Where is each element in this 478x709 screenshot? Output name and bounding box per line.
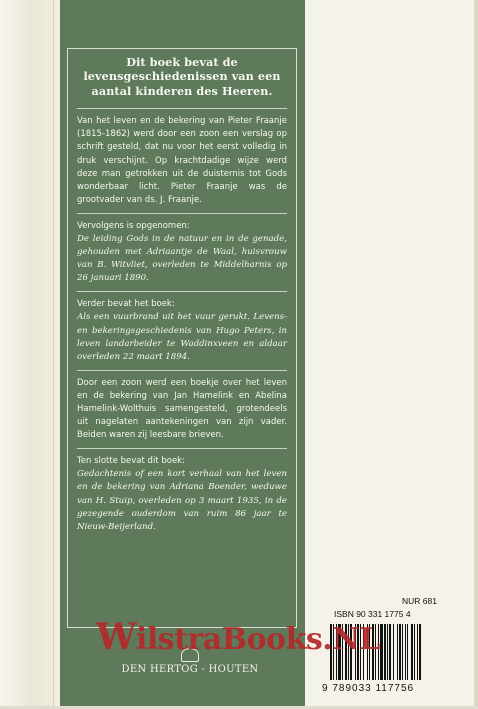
section-text: Als een vuurbrand uit het vuur gerukt. Levens- en bekeringsgeschiedenis van Hugo Peters, in leven landarbeider te Waddinxveen en aldaar overleden 22 maart 1894. bbox=[77, 312, 287, 362]
isbn-number: ISBN 90 331 1775 4 bbox=[334, 609, 411, 619]
section-text: Gedachtenis of een kort verhaal van het leven en de bekering van Adriana Boender, weduwe van H. Stuip, overleden op 3 maart 1935, in de gezegende ouderdom van ruim 86 jaar te Nieuw-Beijerland. bbox=[77, 469, 287, 532]
divider bbox=[77, 108, 287, 109]
paragraph-hamelink: Door een zoon werd een boekje over het leven en de bekering van Jan Hamelink en Abelina Hamelink-Wolthuis samengesteld, grotendeels uit nagelaten aantekeningen van zijn vader. Beiden waren zij leesbare brieven. bbox=[77, 377, 287, 441]
intro-heading: Dit boek bevat de levensgeschiedenissen van een aantal kinderen des Heeren. bbox=[83, 55, 281, 98]
blurb-content bbox=[77, 55, 287, 534]
section-label: Verder bevat het boek: bbox=[77, 299, 175, 310]
divider bbox=[77, 291, 287, 292]
divider bbox=[77, 448, 287, 449]
nur-code: NUR 681 bbox=[402, 596, 437, 606]
watermark-initial: W bbox=[96, 616, 136, 658]
spine-edge bbox=[0, 0, 60, 709]
divider bbox=[77, 213, 287, 214]
paragraph-pieter-fraanje: Van het leven en de bekering van Pieter Fraanje (1815-1862) werd door een zoon een verslag op schrift gesteld, dat nu voor het eerst volledig in druk verschijnt. Op krachtdadige wijze werd deze man getrokken uit de duisternis tot Gods wonderbaar licht. Pieter Fraanje was de grootvader van ds. J. Fraanje. bbox=[77, 116, 287, 205]
barcode-stripe bbox=[421, 624, 422, 680]
barcode-digits: 9 789033 117756 bbox=[322, 683, 415, 694]
right-edge bbox=[474, 0, 478, 709]
section-label: Vervolgens is opgenomen: bbox=[77, 220, 190, 231]
section-adriaantje bbox=[77, 220, 287, 285]
section-label: Ten slotte bevat dit boek: bbox=[77, 456, 185, 467]
watermark-rest: ilstraBooks.NL bbox=[135, 622, 380, 657]
section-text: De leiding Gods in de natuur en in de genade, gehouden met Adriaantje de Waal, huisvrouw van B. Witvliet, overleden te Middelharnis op 26 januari 1890. bbox=[77, 233, 287, 284]
section-adriana-boender bbox=[77, 455, 287, 534]
watermark bbox=[96, 616, 380, 658]
section-hugo-peters bbox=[77, 298, 287, 363]
publisher-name: DEN HERTOG - HOUTEN bbox=[121, 664, 259, 675]
divider bbox=[77, 370, 287, 371]
